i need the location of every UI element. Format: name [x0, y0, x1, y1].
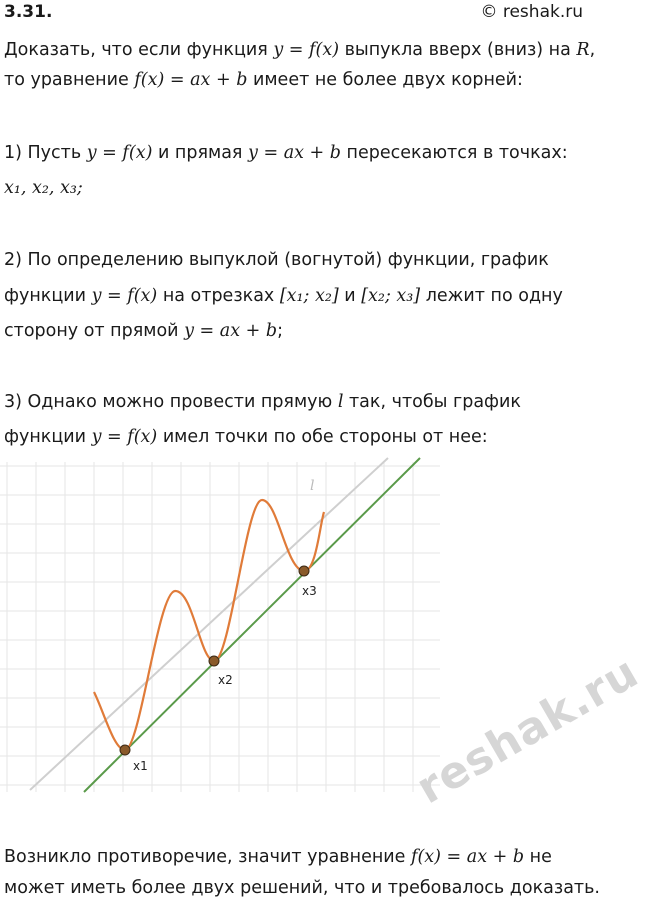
text: выпукла вверх (вниз) на: [339, 40, 577, 60]
text: и: [338, 286, 362, 306]
statement-line-1: [4, 38, 595, 62]
point-x1-label: x1: [133, 759, 148, 773]
watermark-logo: reshak.ru: [408, 646, 647, 815]
step1-line-2: [4, 176, 83, 200]
text: сторону от прямой: [4, 321, 185, 341]
text: имеет не более двух корней:: [247, 70, 523, 90]
segment-2: [x₂; x₃]: [361, 286, 421, 306]
text: 2) По определению выпуклой (вогнутой) функции, график: [4, 250, 549, 270]
text: Возникло противоречие, значит уравнение: [4, 847, 411, 867]
domain-symbol: R: [576, 40, 590, 60]
text: функции: [4, 286, 92, 306]
function-expr: y = f(x): [91, 286, 158, 306]
text: Доказать, что если функция: [4, 40, 274, 60]
text: может иметь более двух решений, что и требовалось доказать.: [4, 878, 600, 898]
text: лежит по одну: [420, 286, 563, 306]
point-x2-label: x2: [218, 673, 233, 687]
function-expr: y = f(x): [86, 143, 153, 163]
grid: [0, 462, 440, 792]
line-expr: y = ax + b: [248, 143, 341, 163]
text: имел точки по обе стороны от нее:: [157, 427, 488, 447]
text: так, чтобы график: [343, 392, 521, 412]
point-x1: [120, 745, 130, 755]
step3-line-1: [4, 390, 521, 414]
point-x3-label: x3: [302, 584, 317, 598]
statement-line-2: [4, 68, 523, 92]
line-l-label: l: [310, 478, 315, 494]
step1-line-1: [4, 141, 568, 165]
step2-line-3: [4, 319, 283, 343]
text: то уравнение: [4, 70, 135, 90]
function-expr: y = f(x): [91, 427, 158, 447]
step2-line-2: [4, 284, 563, 308]
text: и прямая: [152, 143, 249, 163]
text: 1) Пусть: [4, 143, 87, 163]
conclusion-line-2: [4, 876, 600, 900]
line-y-ax-b: [84, 458, 420, 792]
text: 3) Однако можно провести прямую: [4, 392, 338, 412]
text: ;: [277, 321, 283, 341]
line-symbol: l: [337, 392, 344, 412]
function-expr: y = f(x): [273, 40, 340, 60]
text: функции: [4, 427, 92, 447]
text: ,: [589, 40, 596, 60]
intersection-points: x₁, x₂, x₃;: [4, 178, 83, 198]
site-brand: © reshak.ru: [480, 2, 583, 22]
text: на отрезках: [157, 286, 280, 306]
line-l: [30, 458, 388, 790]
point-x3: [299, 566, 309, 576]
equation: f(x) = ax + b: [134, 70, 248, 90]
step2-line-1: [4, 248, 549, 272]
point-x2: [209, 656, 219, 666]
problem-number: 3.31.: [4, 2, 53, 22]
equation: f(x) = ax + b: [410, 847, 525, 867]
step3-line-2: [4, 425, 488, 449]
segment-1: [x₁; x₂]: [279, 286, 339, 306]
conclusion-line-1: [4, 845, 552, 869]
line-expr: y = ax + b: [184, 321, 278, 341]
text: пересекаются в точках:: [340, 143, 568, 163]
text: не: [524, 847, 552, 867]
